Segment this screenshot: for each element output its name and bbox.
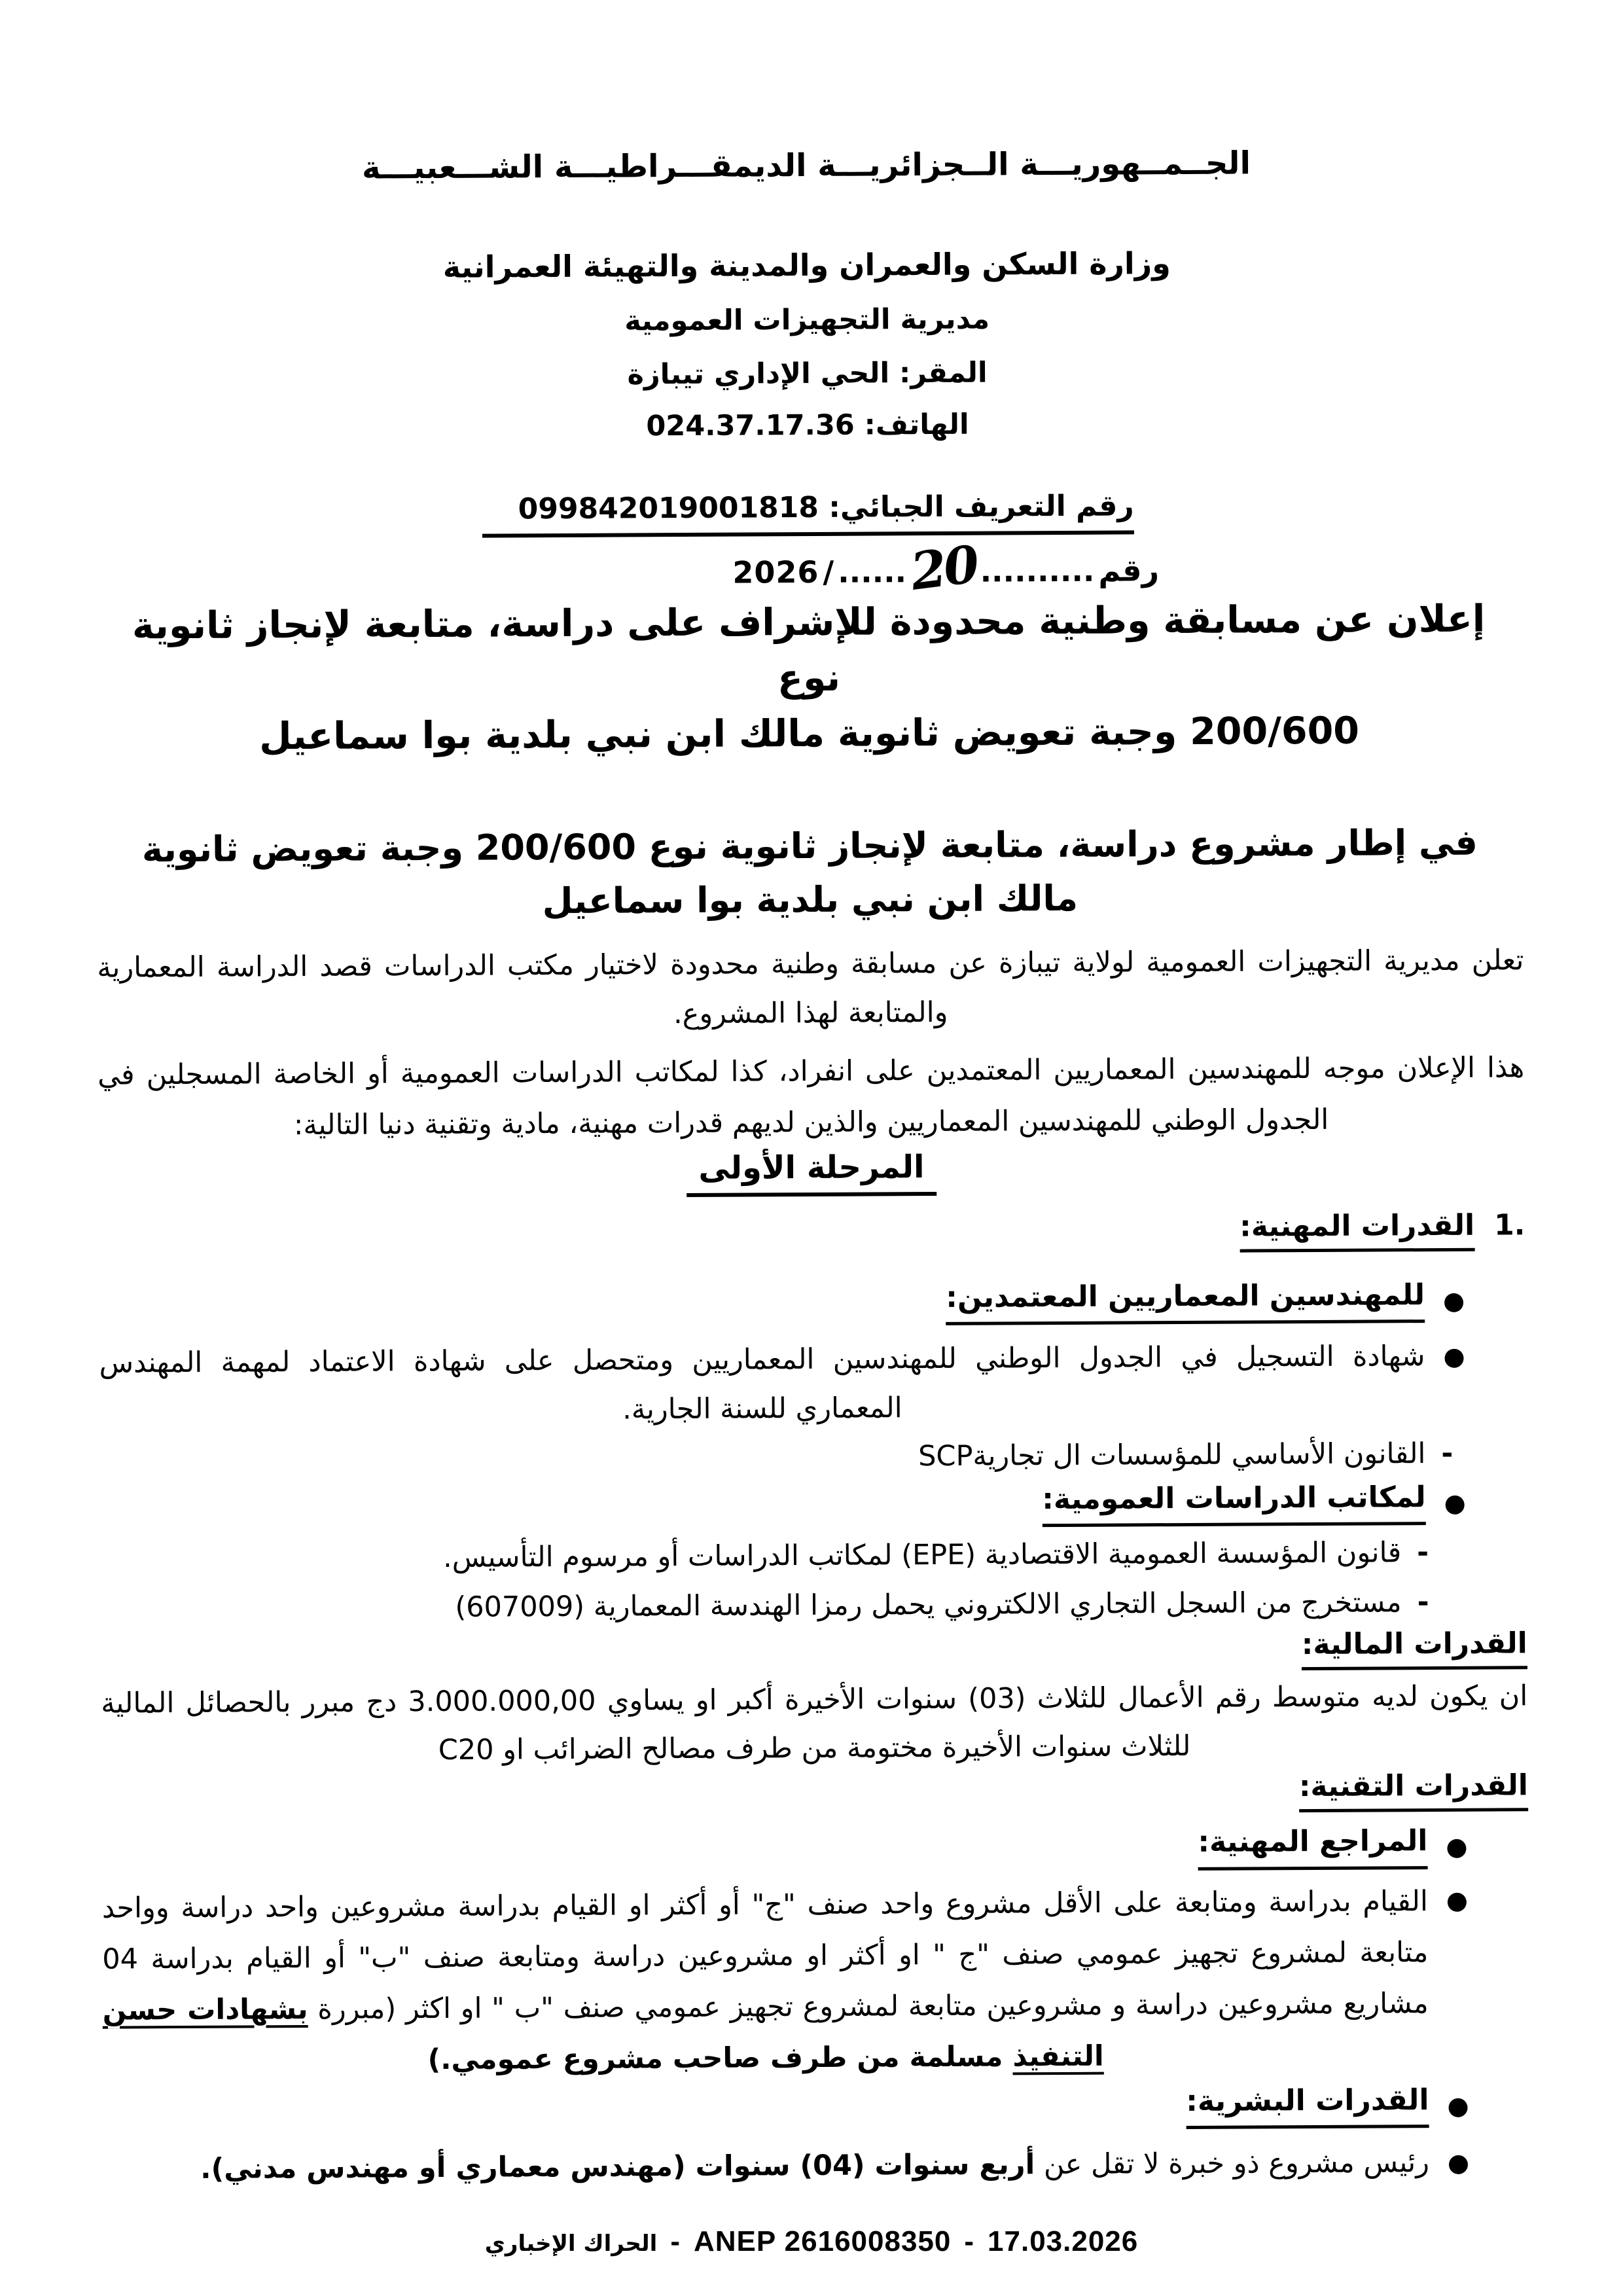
dash-icon: - bbox=[1417, 1536, 1429, 1570]
project-subtitle bbox=[96, 816, 1524, 930]
announcement-title-line2: 200/600 وجبة تعويض ثانوية مالك ابن نبي بلدية بوا سماعيل bbox=[259, 709, 1360, 759]
references-body-bold: مسلمة من طرف صاحب مشروع عمومي.) bbox=[427, 2040, 1013, 2076]
footer-anep-number: ANEP 2616008350 bbox=[693, 2225, 952, 2257]
human-capacities-heading bbox=[1186, 2081, 1429, 2129]
footer-separator: - bbox=[670, 2225, 681, 2257]
offices-heading-text: لمكاتب الدراسات العمومية: bbox=[1042, 1479, 1426, 1527]
references-heading-row bbox=[101, 1822, 1528, 1876]
footer-press-name: الحراك الإخباري bbox=[484, 2231, 658, 2257]
intro-paragraph: تعلن مديرية التجهيزات العمومية لولاية تيبازة عن مسابقة وطنية محدودة لاختيار مكتب الدراسات قصد الدراسة المعمارية والمتابعة لهذا المشروع. bbox=[97, 944, 1524, 1031]
project-manager-bold: أربع سنوات (04) سنوات (مهندس معماري أو مهندس مدني). bbox=[200, 2148, 1035, 2185]
bullet-icon bbox=[1447, 1839, 1466, 1858]
ministry-title: وزارة السكن والعمران والمدينة والتهيئة العمرانية bbox=[442, 245, 1171, 285]
ref-handwritten-number: 20 bbox=[907, 534, 980, 602]
project-subtitle-line2: مالك ابن نبي بلدية بوا سماعيل bbox=[542, 877, 1079, 922]
bullet-icon bbox=[1446, 1496, 1465, 1515]
bullet-icon bbox=[1449, 2155, 1468, 2174]
human-heading-row bbox=[103, 2081, 1529, 2135]
epe-item: قانون المؤسسة العمومية الاقتصادية (EPE) لمكاتب الدراسات أو مرسوم التأسيس. bbox=[442, 1536, 1402, 1575]
announcement-title-line1: إعلان عن مسابقة وطنية محدودة للإشراف على دراسة، متابعة لإنجاز ثانوية نوع bbox=[132, 597, 1486, 700]
ref-word: رقم bbox=[1098, 552, 1160, 588]
scp-item-row bbox=[99, 1430, 1526, 1484]
registration-item-row bbox=[99, 1332, 1526, 1437]
register-item: مستخرج من السجل التجاري الالكتروني يحمل رمزا الهندسة المعمارية (607009) bbox=[455, 1586, 1402, 1624]
republic-title: الجــمــهوريـــة الــجزائريـــة الديمقـــراطيـــة الشـــعبيـــة bbox=[361, 145, 1251, 187]
financial-body: ان يكون لديه متوسط رقم الأعمال للثلاث (03) سنوات الأخيرة أكبر او يساوي 3.000.000,00 دج مبرر بالحصائل المالية للثلاث سنوات الأخيرة مختومة من طرف مصالح الضرائب او C20 bbox=[101, 1679, 1528, 1767]
ref-dots-right: .......... bbox=[980, 552, 1095, 589]
bullet-icon bbox=[1448, 1892, 1467, 1911]
anep-footer bbox=[0, 2225, 1623, 2258]
section-number: 1. bbox=[1493, 1208, 1525, 1242]
technical-capacities-heading: القدرات التقنية: bbox=[1299, 1769, 1528, 1813]
phone-label: الهاتف: bbox=[864, 408, 969, 442]
architects-heading-text: للمهندسين المعماريين المعتمدين: bbox=[946, 1276, 1425, 1325]
bullet-icon bbox=[1448, 2098, 1467, 2117]
document-content bbox=[93, 143, 1530, 2194]
references-body bbox=[102, 1876, 1429, 2087]
references-heading-text: المراجع المهنية: bbox=[1198, 1822, 1427, 1870]
footer-separator: - bbox=[964, 2225, 975, 2257]
phase-title-wrap bbox=[98, 1145, 1525, 1200]
financial-capacities-heading: القدرات المالية: bbox=[1302, 1627, 1527, 1671]
professional-capacities-label: القدرات المهنية: bbox=[1240, 1209, 1474, 1253]
project-manager-normal: رئيس مشروع ذو خبرة لا تقل عن bbox=[1035, 2145, 1430, 2181]
tax-id-line bbox=[95, 486, 1522, 539]
epe-item-row bbox=[100, 1529, 1527, 1583]
architects-heading bbox=[946, 1276, 1425, 1325]
offices-heading-row bbox=[100, 1479, 1527, 1533]
project-manager-row bbox=[103, 2138, 1530, 2194]
project-subtitle-line1: في إطار مشروع دراسة، متابعة لإنجاز ثانوية نوع 200/600 وجبة تعويض ثانوية bbox=[141, 821, 1478, 870]
technical-heading-wrap bbox=[101, 1769, 1528, 1819]
phase-title: المرحلة الأولى bbox=[687, 1149, 936, 1197]
tax-id-value: 099842019001818 bbox=[518, 490, 819, 526]
references-heading bbox=[1198, 1822, 1427, 1870]
directorate-title: مديرية التجهيزات العمومية bbox=[624, 302, 990, 338]
financial-heading-wrap bbox=[101, 1627, 1527, 1677]
ref-slash: / bbox=[823, 554, 834, 590]
hq-address-line: المقر: الحي الإداري تيبازة bbox=[627, 356, 988, 391]
references-body-row bbox=[102, 1875, 1530, 2087]
reference-number bbox=[732, 534, 1160, 602]
offices-heading bbox=[1042, 1479, 1426, 1527]
human-capacities-heading-text: القدرات البشرية: bbox=[1186, 2081, 1429, 2129]
announcement-title bbox=[95, 591, 1522, 765]
phone-number: 024.37.17.36 bbox=[646, 408, 855, 443]
ref-dots-left: ...... bbox=[838, 554, 907, 590]
phone-line bbox=[94, 405, 1521, 448]
references-body-bold-underline: بشهادات حسن التنفيذ bbox=[102, 1992, 1104, 2073]
audience-paragraph: هذا الإعلان موجه للمهندسين المعماريين المعتمدين على انفراد، كذا لمكاتب الدراسات العمومية أو الخاصة المسجلين في الجدول الوطني للمهندسين المعماريين والذين لديهم قدرات مهنية، مادية وتقنية دنيا التالية: bbox=[98, 1051, 1525, 1142]
architects-heading-row bbox=[99, 1276, 1525, 1330]
dash-icon: - bbox=[1441, 1437, 1454, 1471]
professional-capacities-heading bbox=[98, 1208, 1525, 1258]
ref-year: 2026 bbox=[732, 554, 819, 590]
registration-item: شهادة التسجيل في الجدول الوطني للمهندسين المعماريين ومتحصل على شهادة الاعتماد لمهمة المهندس المعماري للسنة الجارية. bbox=[99, 1340, 1425, 1426]
register-item-row bbox=[100, 1579, 1527, 1633]
dash-icon: - bbox=[1417, 1586, 1429, 1619]
scp-item: القانون الأساسي للمؤسسات ال تجاريةSCP bbox=[918, 1437, 1426, 1473]
reference-number-line bbox=[370, 534, 1522, 602]
footer-date: 17.03.2026 bbox=[988, 2225, 1139, 2257]
bullet-icon bbox=[1444, 1293, 1463, 1312]
references-body-normal: القيام بدراسة ومتابعة على الأقل مشروع واحد صنف "ج" أو أكثر او القيام بدراسة مشروعين واحد دراسة وواحد متابعة لمشروع تجهيز عمومي صنف "ج " او أكثر او مشروعين دراسة ومتابعة صنف "ب" أو القيام بدراسة 04 مشاريع مشروعين دراسة و مشروعين متابعة لمشروع تجهيز عمومي صنف "ب " او اكثر (مبررة bbox=[101, 1884, 1429, 2026]
tax-id-label: رقم التعريف الجبائي: bbox=[829, 489, 1134, 524]
project-manager-item bbox=[103, 2138, 1429, 2195]
bullet-icon bbox=[1444, 1349, 1463, 1368]
tax-id-underlined bbox=[482, 488, 1134, 537]
